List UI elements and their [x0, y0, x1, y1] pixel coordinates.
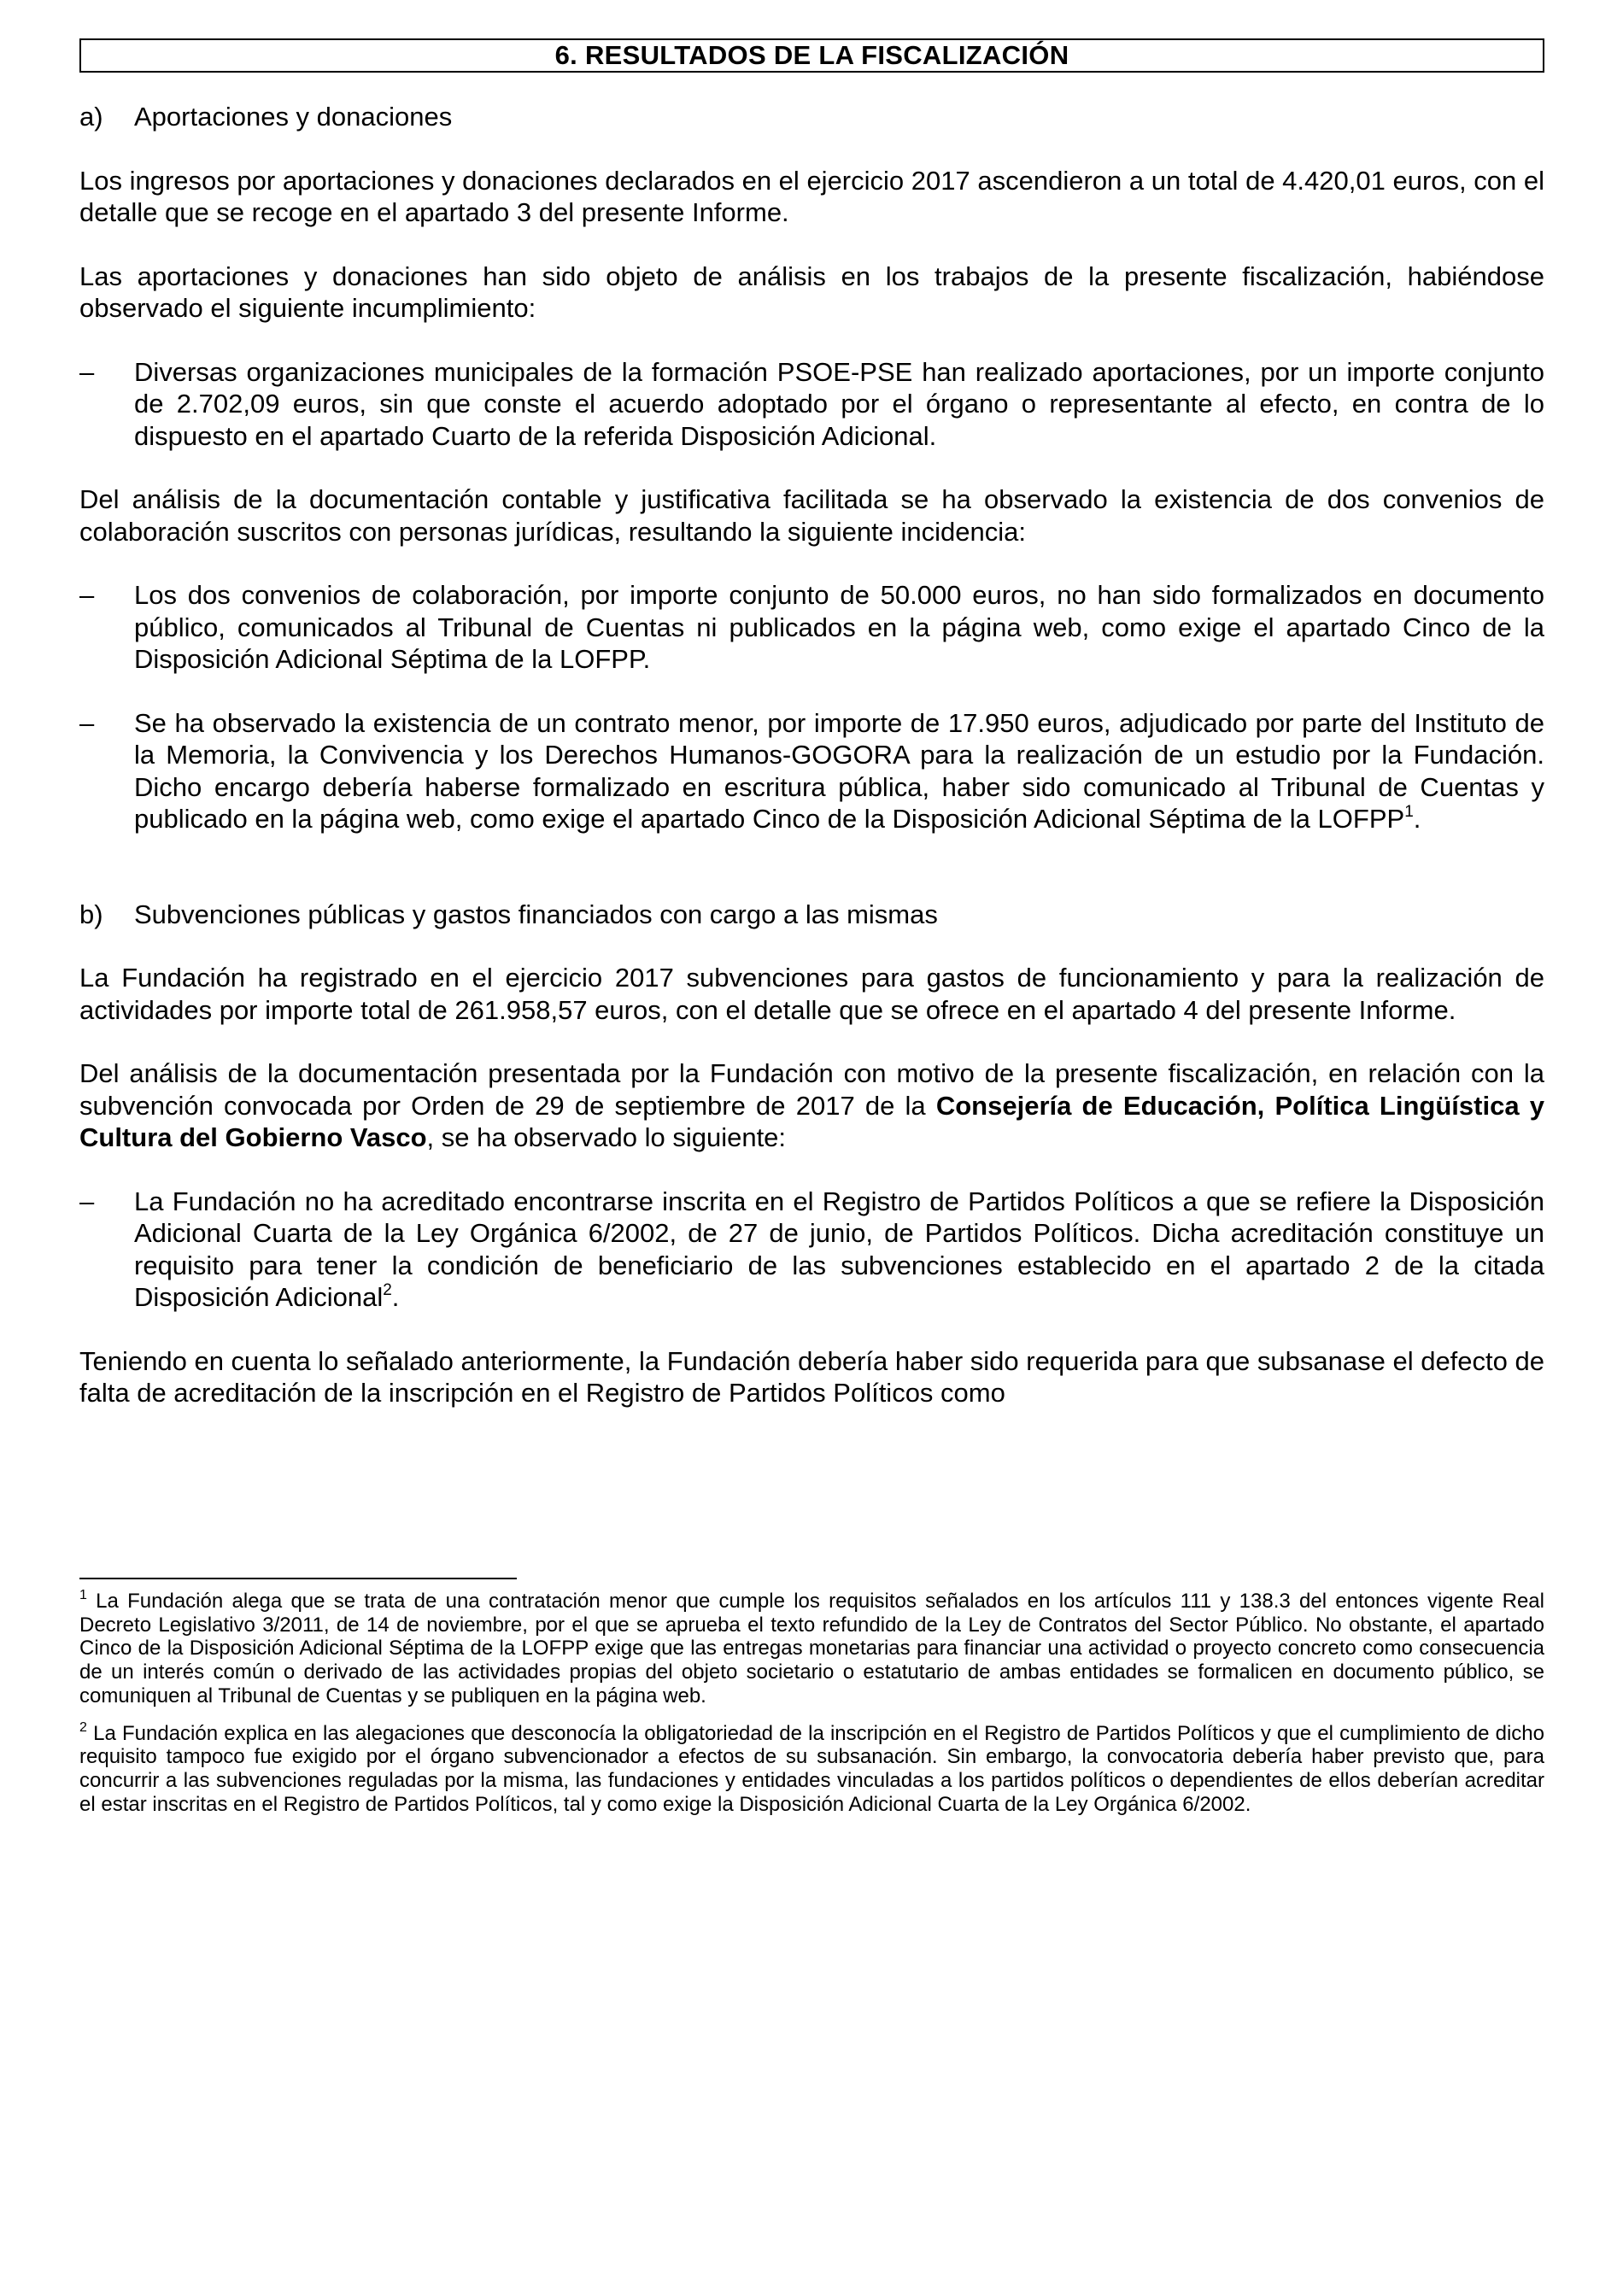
dash-bullet: – — [79, 1186, 95, 1216]
paragraph-b2-start: Del análisis de la documentación presentada por la Fundación con motivo de la presente fiscalización, en relación con la subvención convocada por Orden de 29 de septiembre de 2017 de la — [79, 1058, 1544, 1121]
list-item-b1-text — [134, 1186, 1544, 1314]
subsection-a-title: Aportaciones y donaciones — [134, 102, 453, 132]
footnote-2-number: 2 — [79, 1719, 87, 1735]
paragraph-b1: La Fundación ha registrado en el ejercicio 2017 subvenciones para gastos de funcionamiento y para la realización de actividades por importe total de 261.958,57 euros, con el detalle que se ofrece en el apartado 4 del presente Informe. — [79, 963, 1544, 1025]
list-item-a1 — [79, 356, 1544, 453]
list-item-b1-end: . — [391, 1282, 400, 1312]
document-body — [79, 101, 1544, 1441]
section-title — [79, 38, 1544, 73]
dash-bullet: – — [79, 356, 95, 387]
spacer — [79, 867, 1544, 899]
paragraph-b2-bold: Consejería de Educación, Política Lingüística y Cultura del Gobierno Vasco — [79, 1090, 1544, 1152]
footnote-1 — [79, 1590, 1544, 1708]
footnote-2-text: La Fundación explica en las alegaciones que desconocía la obligatoriedad de la inscripción en el Registro de Partidos Políticos y que el cumplimiento de dicho requisito tampoco fue exigido por el órgano subvencionador a efectos de su subsanación. Sin embargo, la convocatoria debería haber previsto que, para concurrir a las subvenciones reguladas por la misma, las fundaciones y entidades vinculadas a los partidos políticos o dependientes de ellos deberían acreditar el estar inscritas en el Registro de Partidos Políticos, tal y como exige la Disposición Adicional Cuarta de la Ley Orgánica 6/2002. — [79, 1721, 1544, 1816]
list-item-a2-text: Los dos convenios de colaboración, por importe conjunto de 50.000 euros, no han sido formalizados en documento público, comunicados al Tribunal de Cuentas ni publicados en la página web, como exige el apartado Cinco de la Disposición Adicional Séptima de la LOFPP. — [134, 580, 1544, 674]
subsection-a-heading — [79, 101, 1544, 133]
paragraph-a1: Los ingresos por aportaciones y donaciones declarados en el ejercicio 2017 ascendieron a un total de 4.420,01 euros, con el detalle que se recoge en el apartado 3 del presente Informe. — [79, 165, 1544, 227]
list-item-a1-text: Diversas organizaciones municipales de la formación PSOE-PSE han realizado aportaciones, por un importe conjunto de 2.702,09 euros, sin que conste el acuerdo adoptado por el órgano o representante al efecto, en contra de lo dispuesto en el apartado Cuarto de la referida Disposición Adicional. — [134, 356, 1544, 451]
footnote-1-text: La Fundación alega que se trata de una contratación menor que cumple los requisitos señalados en los artículos 111 y 138.3 del entonces vigente Real Decreto Legislativo 3/2011, de 14 de noviembre, por el que se aprueba el texto refundido de la Ley de Contratos del Sector Público. No obstante, el apartado Cinco de la Disposición Adicional Séptima de la LOFPP exige que las entregas monetarias para financiar una actividad o proyecto concreto como consecuencia de un interés común o derivado de las actividades propias del objeto societario o estatutario de ambas entidades se formalicen en documento público, se comuniquen al Tribunal de Cuentas y se publiquen en la página web. — [79, 1590, 1544, 1707]
list-item-b1 — [79, 1186, 1544, 1314]
paragraph-b2 — [79, 1057, 1544, 1154]
list-item-a3-body: Se ha observado la existencia de un contrato menor, por importe de 17.950 euros, adjudicado por parte del Instituto de la Memoria, la Convivencia y los Derechos Humanos-GOGORA para la realización de un estudio por la Fundación. Dicho encargo debería haberse formalizado en escritura pública, haber sido comunicado al Tribunal de Cuentas y publicado en la página web, como exige el apartado Cinco de la Disposición Adicional Séptima de la LOFPP — [134, 707, 1544, 834]
paragraph-b2-end: , se ha observado lo siguiente: — [426, 1122, 787, 1152]
list-item-a3 — [79, 707, 1544, 835]
list-item-a3-text — [134, 707, 1544, 835]
subsection-b-label: b) — [79, 899, 103, 929]
paragraph-a2: Las aportaciones y donaciones han sido objeto de análisis en los trabajos de la presente fiscalización, habiéndose observado el siguiente incumplimiento: — [79, 261, 1544, 323]
subsection-a-label: a) — [79, 102, 103, 132]
subsection-b-heading — [79, 899, 1544, 931]
footnotes — [79, 1590, 1544, 1830]
footnote-ref-2[interactable]: 2 — [383, 1280, 392, 1299]
section-title-text: 6. RESULTADOS DE LA FISCALIZACIÓN — [554, 40, 1069, 70]
dash-bullet: – — [79, 580, 95, 610]
footnote-2 — [79, 1719, 1544, 1817]
list-item-a2 — [79, 579, 1544, 676]
dash-bullet: – — [79, 707, 95, 738]
list-item-b1-body: La Fundación no ha acreditado encontrarse inscrita en el Registro de Partidos Políticos a que se refiere la Disposición Adicional Cuarta de la Ley Orgánica 6/2002, de 27 de junio, de Partidos Políticos. Dicha acreditación constituye un requisito para tener la condición de beneficiario de las subvenciones establecido en el apartado 2 de la citada Disposición Adicional — [134, 1186, 1544, 1312]
list-item-a3-end: . — [1413, 804, 1421, 834]
subsection-b-title: Subvenciones públicas y gastos financiados con cargo a las mismas — [134, 899, 938, 929]
footnote-1-number: 1 — [79, 1588, 87, 1602]
paragraph-a3: Del análisis de la documentación contable y justificativa facilitada se ha observado la existencia de dos convenios de colaboración suscritos con personas jurídicas, resultando la siguiente incidencia: — [79, 484, 1544, 547]
footnote-separator — [79, 1578, 517, 1579]
footnote-ref-1[interactable]: 1 — [1404, 802, 1414, 821]
paragraph-b3: Teniendo en cuenta lo señalado anteriormente, la Fundación debería haber sido requerida para que subsanase el defecto de falta de acreditación de la inscripción en el Registro de Partidos Políticos como — [79, 1345, 1544, 1408]
